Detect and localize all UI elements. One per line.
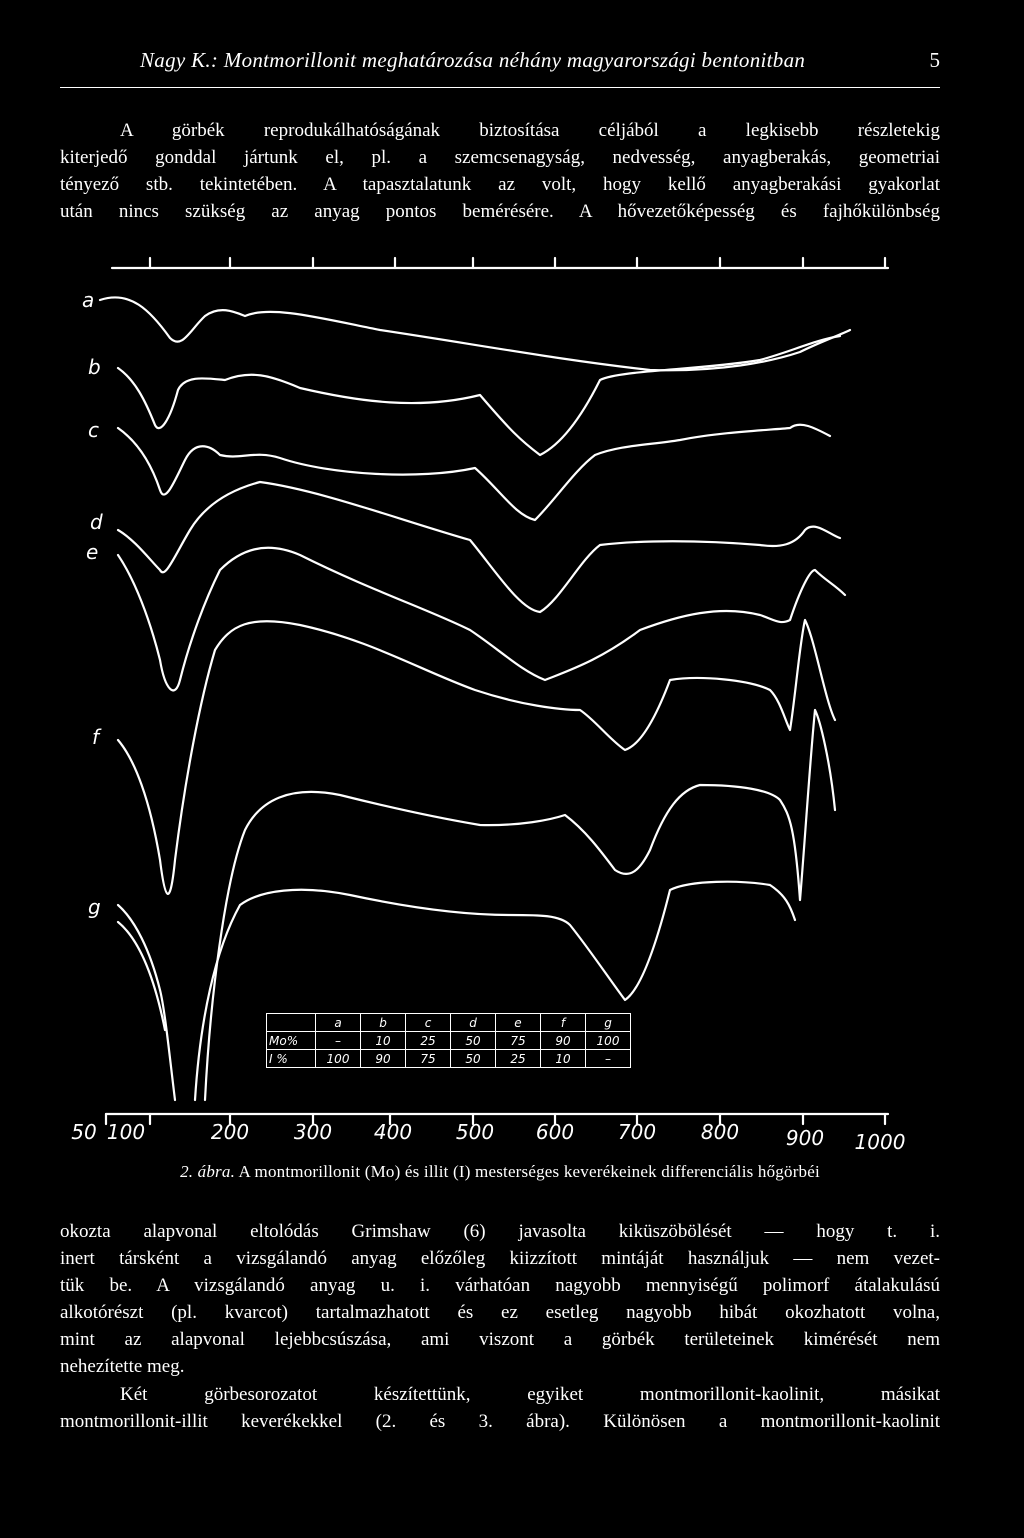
table-cell: 10 (361, 1032, 406, 1050)
table-row (267, 1032, 631, 1050)
curve-e (118, 548, 845, 691)
table-row (267, 1050, 631, 1068)
curve-f (118, 620, 835, 894)
curve-label-d: d (90, 510, 103, 534)
table-cell: 10 (541, 1050, 586, 1068)
text-line: tük be. A vizsgálandó anyag u. i. várhatóan nagyobb mennyiségű polimorf átalakulású (60, 1275, 940, 1296)
x-tick-label: 100 (106, 1120, 146, 1144)
table-header-cell: f (541, 1014, 586, 1032)
text-line: A görbék reprodukálhatóságának biztosítása céljából a legkisebb részletekig (120, 120, 940, 141)
x-tick-label: 1000 (854, 1130, 906, 1154)
table-cell: 100 (316, 1050, 361, 1068)
table-cell: 90 (361, 1050, 406, 1068)
text-line: Két görbesorozatot készítettünk, egyiket montmorillonit-kaolinit, másikat (120, 1384, 940, 1405)
table-header-row (267, 1014, 631, 1032)
table-cell: – (586, 1050, 631, 1068)
x-tick-label: 50 (71, 1120, 97, 1144)
x-tick-label: 500 (455, 1120, 495, 1144)
curve-a (100, 297, 850, 370)
text-line: okozta alapvonal eltolódás Grimshaw (6) javasolta kiküszöbölését — hogy t. i. (60, 1221, 940, 1242)
table-header-cell: c (406, 1014, 451, 1032)
x-tick-label: 600 (535, 1120, 575, 1144)
curve-label-c: c (88, 418, 99, 442)
x-tick-label: 400 (373, 1120, 413, 1144)
page-number: 5 (929, 48, 940, 72)
table-cell: – (316, 1032, 361, 1050)
x-tick-label: 700 (617, 1120, 657, 1144)
table-header-cell: g (586, 1014, 631, 1032)
table-cell: 25 (406, 1032, 451, 1050)
table-row-label: I % (267, 1050, 316, 1068)
paragraph-3 (60, 1381, 940, 1435)
text-line: mint az alapvonal lejebbcsúszása, ami viszont a görbék területeinek kimérését nem (60, 1329, 940, 1350)
caption-lead: 2. ábra. (180, 1162, 236, 1181)
table-header-cell: b (361, 1014, 406, 1032)
curve-b (118, 336, 840, 455)
text-line: inert társként a vizsgálandó anyag előzőleg kiizzított mintáját használjuk — nem vezet- (60, 1248, 940, 1269)
text-line: alkotórészt (pl. kvarcot) tartalmazhatott és ez esetleg nagyobb hibát okozhatott volna, (60, 1302, 940, 1323)
table-cell: 25 (496, 1050, 541, 1068)
caption-text: A montmorillonit (Mo) és illit (I) mesterséges keverékeinek differenciális hőgörbéi (238, 1162, 820, 1181)
curve-d (118, 482, 840, 612)
curve-label-f: f (92, 725, 100, 749)
table-header-cell: e (496, 1014, 541, 1032)
curve-label-g: g (88, 895, 101, 919)
text-line: kiterjedő gonddal jártunk el, pl. a szemcsenagyság, nedvesség, anyagberakás, geometriai (60, 147, 940, 168)
figure-caption (60, 1162, 940, 1182)
table-corner (267, 1014, 316, 1032)
composition-table (266, 1013, 631, 1068)
x-axis-labels (0, 1120, 1024, 1160)
table-header-cell: a (316, 1014, 361, 1032)
table-cell: 50 (451, 1032, 496, 1050)
x-tick-label: 800 (700, 1120, 740, 1144)
table-cell: 75 (496, 1032, 541, 1050)
table-cell: 75 (406, 1050, 451, 1068)
text-line: után nincs szükség az anyag pontos bemérésére. A hővezetőképesség és fajhőkülönbség (60, 201, 940, 222)
x-tick-label: 200 (210, 1120, 250, 1144)
table-cell: 90 (541, 1032, 586, 1050)
curve-label-a: a (82, 288, 95, 312)
x-tick-label: 900 (785, 1126, 825, 1150)
x-tick-label: 300 (293, 1120, 333, 1144)
paragraph-2 (60, 1218, 940, 1380)
header-title: Nagy K.: Montmorillonit meghatározása néhány magyarországi bentonitban (140, 48, 806, 72)
text-line: tényező stb. tekintetében. A tapasztalatunk az volt, hogy kellő anyagberakási gyakorlat (60, 174, 940, 195)
table-header-cell: d (451, 1014, 496, 1032)
table-cell: 50 (451, 1050, 496, 1068)
curve-c (118, 425, 830, 520)
table-row-label: Mo% (267, 1032, 316, 1050)
table-cell: 100 (586, 1032, 631, 1050)
top-scale-ticks (150, 258, 885, 268)
text-line: montmorillonit-illit keverékekkel (2. és 3. ábra). Különösen a montmorillonit-kaolinit (60, 1411, 940, 1432)
text-line: nehezítette meg. (60, 1356, 185, 1377)
curve-label-b: b (88, 355, 101, 379)
curve-label-e: e (86, 540, 99, 564)
